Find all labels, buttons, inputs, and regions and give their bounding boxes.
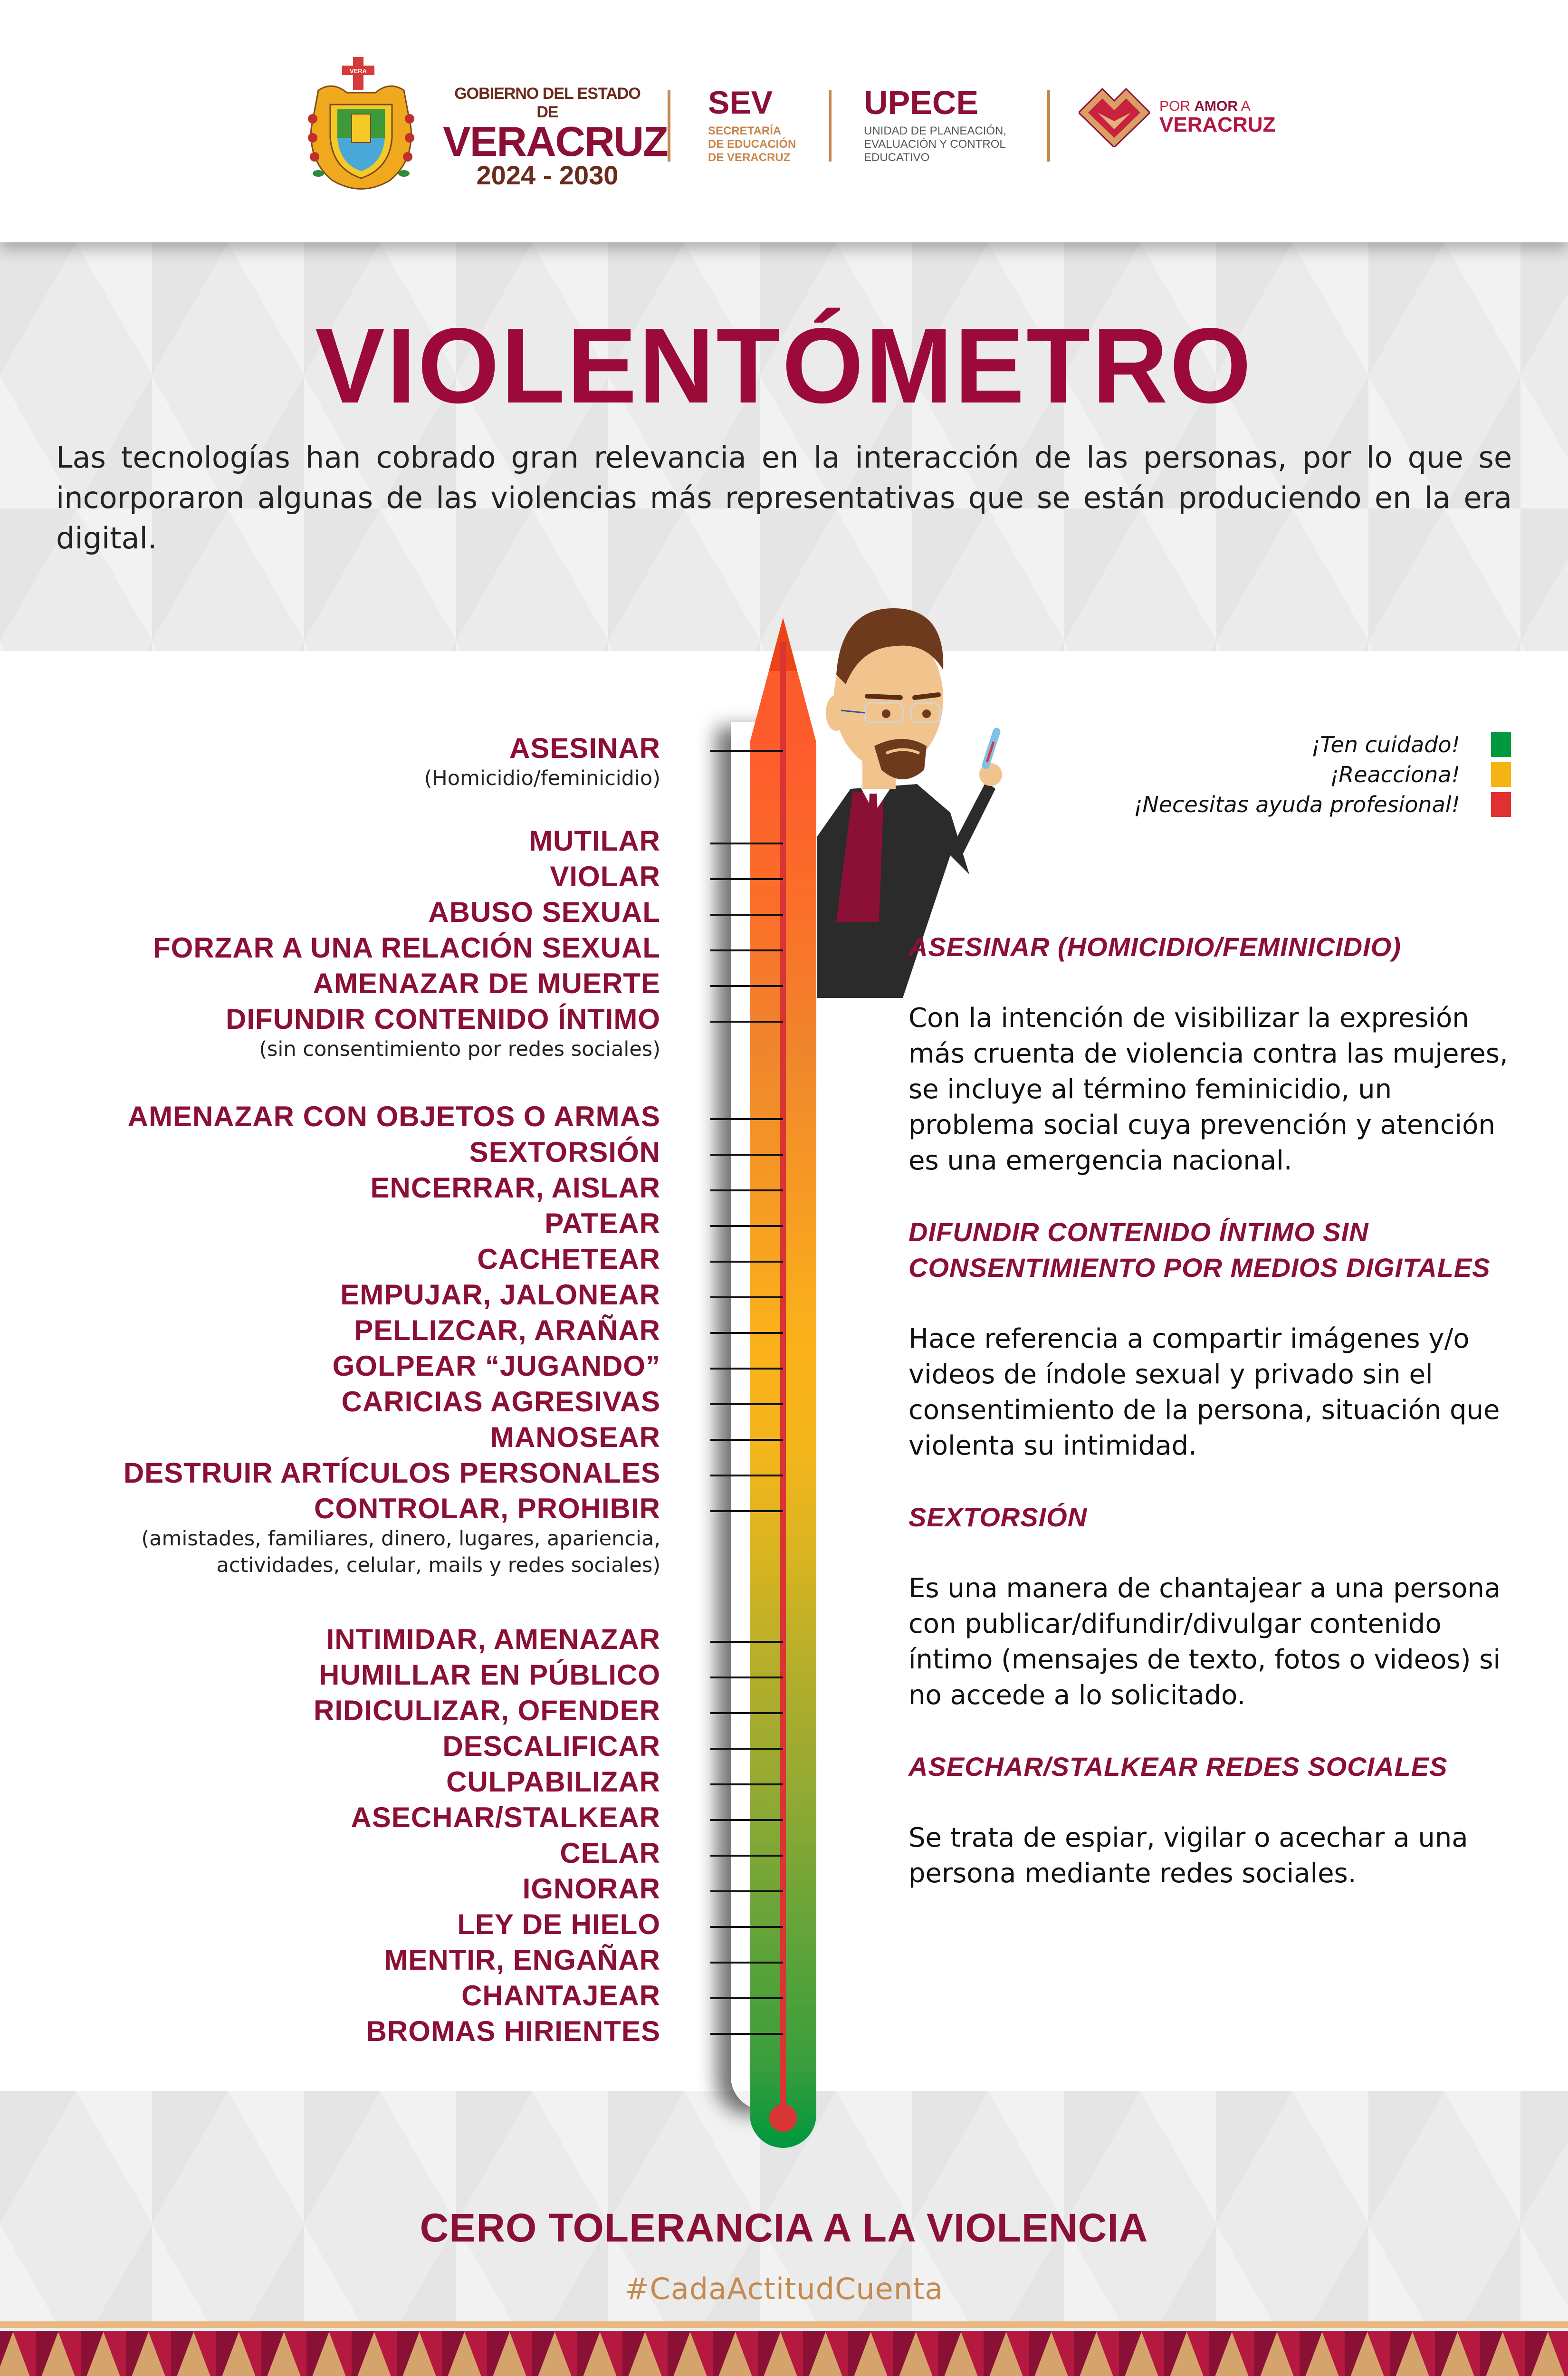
scale-tick — [710, 1677, 783, 1678]
upece-line-3: EDUCATIVO — [864, 151, 930, 164]
scale-item — [560, 1837, 660, 1870]
definition-title: DIFUNDIR CONTENIDO ÍNTIMO SIN CONSENTIMIENTO POR MEDIOS DIGITALES — [908, 1217, 1491, 1283]
scale-tick — [710, 1475, 783, 1476]
upece-title: UPECE — [864, 84, 979, 121]
definitions-section — [908, 929, 1517, 1927]
scale-item-label: DESCALIFICAR — [442, 1730, 660, 1762]
definition-asesinar — [908, 929, 1517, 1178]
scale-tick — [710, 1926, 783, 1928]
scale-item — [461, 1979, 660, 2012]
scale-item — [333, 1350, 660, 1383]
scale-tick — [710, 1368, 783, 1370]
scale-item — [354, 1314, 660, 1347]
scale-item — [529, 824, 660, 858]
scale-item-label: PELLIZCAR, ARAÑAR — [354, 1314, 660, 1346]
header-divider — [1047, 90, 1050, 162]
legend — [1134, 729, 1511, 819]
scale-tick — [710, 1890, 783, 1892]
scale-tick — [710, 878, 783, 880]
svg-text:VERA: VERA — [349, 67, 367, 75]
sev-title: SEV — [708, 85, 773, 121]
intro-paragraph: Las tecnologías han cobrado gran relevancia en la interacción de las personas, por lo que se incorporaron algunas de las violencias más representativas que se están produciendo en la era digital. — [56, 440, 1512, 556]
scale-item-label: RIDICULIZAR, OFENDER — [314, 1695, 660, 1726]
scale-item-label: EMPUJAR, JALONEAR — [340, 1279, 660, 1311]
scale-item — [490, 1421, 660, 1454]
scale-item — [550, 860, 660, 893]
scale-item-label: AMENAZAR CON OBJETOS O ARMAS — [127, 1101, 660, 1132]
scale-item-label: CHANTAJEAR — [461, 1980, 660, 2012]
scale-item — [319, 1658, 660, 1692]
scale-item-label: CULPABILIZAR — [446, 1766, 660, 1798]
scale-item-label: IGNORAR — [522, 1873, 660, 1905]
page-title: VIOLENTÓMETRO — [315, 306, 1253, 425]
scale-item-label: MENTIR, ENGAÑAR — [384, 1944, 660, 1976]
thermometer-bulb — [769, 2104, 797, 2132]
scale-item-label: SEXTORSIÓN — [469, 1136, 660, 1168]
definition-title: ASECHAR/STALKEAR REDES SOCIALES — [908, 1752, 1448, 1782]
scale-item-label: LEY DE HIELO — [457, 1908, 660, 1940]
scale-item-label: CONTROLAR, PROHIBIR — [314, 1493, 660, 1524]
scale-tick — [710, 1021, 783, 1023]
legend-item-professional-help — [1134, 789, 1511, 819]
scale-item-label: DESTRUIR ARTÍCULOS PERSONALES — [123, 1457, 660, 1489]
scale-item-label: ASESINAR — [509, 732, 660, 764]
scale-tick — [710, 1641, 783, 1643]
scale-tick — [710, 1439, 783, 1441]
scale-item — [545, 1207, 660, 1240]
upece-line-2: EVALUACIÓN Y CONTROL — [864, 138, 1006, 151]
scale-item-label: ASECHAR/STALKEAR — [351, 1801, 660, 1833]
sev-line-2: DE EDUCACIÓN — [708, 138, 796, 151]
border-line — [0, 2321, 1568, 2328]
legend-item-react — [1134, 759, 1511, 789]
scale-tick — [710, 949, 783, 951]
definition-sextorsion — [908, 1499, 1517, 1713]
scale-item — [371, 1171, 660, 1205]
legend-label: ¡Reacciona! — [1329, 761, 1460, 787]
green-swatch-icon — [1491, 732, 1511, 757]
scale-tick — [710, 1261, 783, 1263]
upece-logo — [864, 86, 1006, 164]
scale-item-note: (sin consentimiento por redes sociales) — [259, 1037, 660, 1061]
scale-item-label: DIFUNDIR CONTENIDO ÍNTIMO — [226, 1003, 660, 1035]
scale-item-label: MUTILAR — [529, 825, 660, 857]
scale-tick — [710, 1154, 783, 1156]
heart-logo-icon — [1079, 88, 1150, 147]
scale-tick — [710, 1712, 783, 1714]
scale-item — [457, 1908, 660, 1941]
scale-item-label: VIOLAR — [550, 861, 660, 892]
definition-body: Hace referencia a compartir imágenes y/o videos de índole sexual y privado sin el consentimiento de la persona, situación que violenta su intimidad. — [908, 1323, 1500, 1461]
veracruz-coat-of-arms-icon — [304, 57, 418, 195]
scale-item — [351, 1801, 660, 1834]
scale-item-label: HUMILLAR EN PÚBLICO — [319, 1659, 660, 1691]
scale-item — [153, 931, 660, 965]
scale-tick — [710, 1332, 783, 1334]
scale-item-label: CARICIAS AGRESIVAS — [341, 1386, 660, 1418]
scale-item-label: CELAR — [560, 1837, 660, 1869]
scale-item — [366, 2015, 660, 2048]
scale-item — [314, 1694, 660, 1727]
scale-item-label: ENCERRAR, AISLAR — [370, 1172, 660, 1204]
scale-item-label: AMENAZAR DE MUERTE — [313, 968, 660, 999]
definition-body: Es una manera de chantajear a una persona con publicar/difundir/divulgar contenido íntimo (mensajes de texto, fotos o videos) si no accede a lo solicitado. — [908, 1573, 1501, 1711]
header-divider — [829, 90, 832, 162]
scale-item-label: ABUSO SEXUAL — [428, 896, 660, 928]
legend-label: ¡Necesitas ayuda profesional! — [1133, 791, 1460, 817]
scale-item-label: CACHETEAR — [477, 1243, 660, 1275]
scale-tick — [710, 2033, 783, 2035]
sev-logo — [708, 86, 796, 164]
scale-item — [428, 896, 660, 929]
scale-tick — [710, 1783, 783, 1785]
scale-item — [342, 1385, 660, 1418]
scale-item — [442, 1730, 660, 1763]
definition-body: Con la intención de visibilizar la expresión más cruenta de violencia contra las mujeres, se incluye al término feminicidio, un problema social cuya prevención y atención es una emergencia nacional. — [908, 1003, 1508, 1176]
scale-tick — [710, 1225, 783, 1227]
hashtag: #CadaActitudCuenta — [624, 2271, 944, 2306]
scale-item-label: GOLPEAR “JUGANDO” — [332, 1350, 660, 1382]
scale-item — [469, 1136, 660, 1169]
definition-difundir — [908, 1214, 1517, 1464]
definition-body: Se trata de espiar, vigilar o acechar a una persona mediante redes sociales. — [908, 1822, 1468, 1889]
sev-line-1: SECRETARÍA — [708, 125, 782, 137]
scale-item — [128, 1100, 660, 1133]
scale-tick — [710, 843, 783, 844]
scale-item-label: MANOSEAR — [490, 1421, 660, 1453]
scale-tick — [710, 985, 783, 987]
upece-line-1: UNIDAD DE PLANEACIÓN, — [864, 125, 1007, 137]
definition-asechar — [908, 1749, 1517, 1891]
yellow-swatch-icon — [1491, 762, 1511, 787]
scale-tick — [710, 1855, 783, 1857]
scale-item — [384, 1944, 660, 1977]
amor-word-por: POR — [1159, 98, 1191, 114]
scale-tick — [710, 1403, 783, 1405]
por-amor-veracruz-logo — [1159, 99, 1275, 136]
gov-line-1: GOBIERNO DEL ESTADO DE — [454, 85, 641, 121]
scale-item — [446, 1765, 660, 1799]
gobierno-veracruz-logo — [443, 85, 668, 190]
amor-word-a: A — [1241, 98, 1251, 114]
definition-title: ASESINAR (HOMICIDIO/FEMINICIDIO) — [908, 932, 1401, 962]
header-banner — [0, 0, 1568, 242]
definition-title: SEXTORSIÓN — [908, 1502, 1088, 1532]
scale-item — [424, 732, 660, 792]
scale-item — [48, 1492, 660, 1579]
scale-item-label: FORZAR A UNA RELACIÓN SEXUAL — [153, 932, 660, 964]
scale-tick — [710, 1510, 783, 1512]
scale-tick — [710, 1296, 783, 1298]
scale-item-note: (Homicidio/feminicidio) — [424, 766, 660, 790]
decorative-border-strip — [0, 2321, 1568, 2376]
scale-item-label: BROMAS HIRIENTES — [366, 2015, 660, 2047]
scale-item — [523, 1872, 660, 1906]
header-divider — [668, 90, 670, 162]
sev-line-3: DE VERACRUZ — [708, 151, 791, 164]
scale-item — [326, 1623, 660, 1656]
scale-item — [477, 1243, 660, 1276]
scale-item — [313, 967, 660, 1000]
slogan: CERO TOLERANCIA A LA VIOLENCIA — [420, 2205, 1148, 2250]
scale-item — [340, 1278, 660, 1312]
scale-item — [124, 1456, 660, 1490]
scale-tick — [710, 914, 783, 916]
scale-tick — [710, 1962, 783, 1964]
scale-item-label: INTIMIDAR, AMENAZAR — [326, 1623, 660, 1655]
legend-item-caution — [1134, 729, 1511, 759]
gov-line-3: 2024 - 2030 — [476, 160, 619, 190]
scale-tick — [710, 1748, 783, 1750]
scale-tick — [710, 1819, 783, 1821]
legend-label: ¡Ten cuidado! — [1311, 731, 1460, 757]
gov-line-2: VERACRUZ — [443, 118, 668, 165]
scale-item-label: PATEAR — [545, 1207, 660, 1239]
scale-tick — [710, 1118, 783, 1120]
scale-tick — [710, 1189, 783, 1191]
scale-tick — [710, 1997, 783, 1999]
amor-word-amor: AMOR — [1194, 98, 1238, 114]
scale-item-note: (amistades, familiares, dinero, lugares, apariencia, actividades, celular, mails y redes sociales) — [141, 1527, 660, 1577]
amor-line-2: VERACRUZ — [1159, 113, 1276, 136]
red-swatch-icon — [1491, 792, 1511, 817]
scale-item — [226, 1003, 660, 1063]
thermometer-mercury — [780, 642, 786, 2105]
scale-tick — [710, 750, 783, 752]
